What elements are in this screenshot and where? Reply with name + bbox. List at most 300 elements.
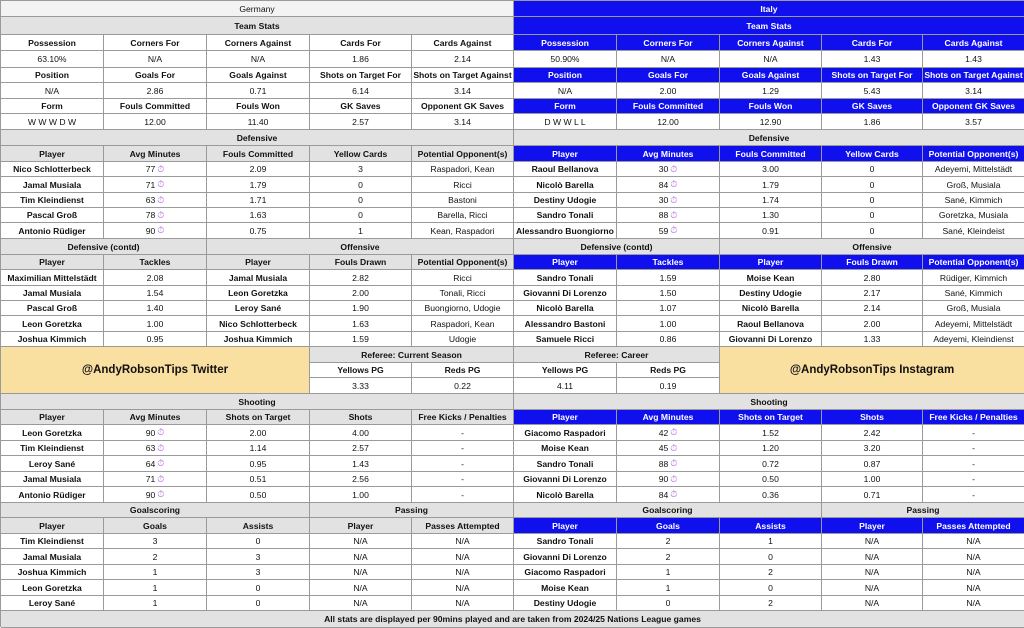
germany-offensive-cell: Ricci — [412, 270, 514, 286]
germany-shooting-header: Avg Minutes — [104, 410, 207, 425]
germany-shooting-cell: Leon Goretzka — [1, 425, 104, 441]
italy-shooting-header: Avg Minutes — [617, 410, 720, 425]
italy-stat-label: Goals Against — [720, 68, 822, 83]
germany-passing-cell: N/A — [412, 534, 514, 549]
italy-defensive-cell: Sandro Tonali — [514, 208, 617, 223]
italy-defensive-header: Yellow Cards — [822, 146, 923, 162]
minutes-value: 71 — [145, 474, 156, 484]
germany-stat-label: Corners Against — [207, 35, 310, 51]
minutes-value: 84 — [658, 489, 669, 500]
italy-passing-cell: N/A — [822, 565, 923, 580]
germany-stat-label: Shots on Target For — [310, 68, 412, 83]
minutes-value: 64 — [145, 458, 156, 469]
stopwatch-icon: ⏱ — [157, 225, 165, 235]
italy-defensive-cell: 1.79 — [720, 177, 822, 193]
minutes-value: 90 — [145, 427, 156, 438]
germany-defensive-cell: 0 — [310, 177, 412, 193]
italy-offensive-cell: 2.14 — [822, 301, 923, 316]
italy-offensive-cell: 2.17 — [822, 286, 923, 301]
germany-def-contd-cell: 0.95 — [104, 332, 207, 347]
referee-reds-header: Reds PG — [617, 363, 720, 378]
germany-defensive-cell — [104, 223, 207, 239]
germany-shooting-cell — [104, 487, 207, 503]
germany-defensive-header: Fouls Committed — [207, 146, 310, 162]
germany-shooting-cell: 0.50 — [207, 487, 310, 503]
germany-defensive-cell: Nico Schlotterbeck — [1, 162, 104, 177]
germany-shooting-cell: 1.43 — [310, 456, 412, 472]
minutes-value: 63 — [145, 195, 156, 205]
germany-defensive-cell: Kean, Raspadori — [412, 223, 514, 239]
germany-defensive-header: Potential Opponent(s) — [412, 146, 514, 162]
italy-stat-label: Fouls Committed — [617, 99, 720, 114]
germany-stat-value: 3.14 — [412, 83, 514, 99]
italy-shooting-cell: Nicolò Barella — [514, 487, 617, 503]
italy-shooting-cell: 0.36 — [720, 487, 822, 503]
germany-goalscoring-cell: 3 — [104, 534, 207, 549]
italy-offensive-cell: Groß, Musiala — [923, 301, 1024, 316]
italy-shooting-cell: Moise Kean — [514, 441, 617, 456]
germany-defensive-header: Avg Minutes — [104, 146, 207, 162]
minutes-value: 90 — [658, 474, 669, 484]
germany-stat-label: GK Saves — [310, 99, 412, 114]
germany-offensive-cell: 1.90 — [310, 301, 412, 316]
germany-shooting-cell — [104, 441, 207, 456]
italy-goalscoring-cell: Giacomo Raspadori — [514, 565, 617, 580]
referee-career-reds: 0.19 — [617, 378, 720, 394]
italy-shooting-cell: 0.87 — [822, 456, 923, 472]
italy-stat-label: Shots on Target For — [822, 68, 923, 83]
italy-offensive-cell: Giovanni Di Lorenzo — [720, 332, 822, 347]
germany-shooting-cell: 2.00 — [207, 425, 310, 441]
italy-offensive-cell: Destiny Udogie — [720, 286, 822, 301]
italy-shooting-cell: 1.20 — [720, 441, 822, 456]
germany-offensive-cell: Jamal Musiala — [207, 270, 310, 286]
germany-stat-value: 2.86 — [104, 83, 207, 99]
italy-shooting-cell: - — [923, 472, 1024, 487]
germany-shooting-cell: - — [412, 472, 514, 487]
italy-def-contd-header: Player — [514, 255, 617, 270]
italy-team-stats-title: Team Stats — [514, 17, 1024, 35]
italy-offensive-cell: 2.00 — [822, 316, 923, 332]
italy-stat-value: N/A — [514, 83, 617, 99]
italy-stat-label: Possession — [514, 35, 617, 51]
italy-offensive-header: Potential Opponent(s) — [923, 255, 1024, 270]
italy-defensive-cell — [617, 223, 720, 239]
italy-stat-label: Corners For — [617, 35, 720, 51]
italy-def-contd-cell: 1.50 — [617, 286, 720, 301]
italy-stat-label: Goals For — [617, 68, 720, 83]
germany-stat-label: Form — [1, 99, 104, 114]
germany-offensive-cell: Leroy Sané — [207, 301, 310, 316]
germany-team-stats-title: Team Stats — [1, 17, 514, 35]
stopwatch-icon: ⏱ — [157, 473, 165, 484]
italy-defensive-cell — [617, 177, 720, 193]
germany-goalscoring-cell: 0 — [207, 534, 310, 549]
italy-stat-value: D W W L L — [514, 114, 617, 130]
referee-yellows-header: Yellows PG — [310, 363, 412, 378]
germany-passing-cell: N/A — [412, 549, 514, 565]
germany-def-contd-cell: 2.08 — [104, 270, 207, 286]
germany-defensive-cell: Ricci — [412, 177, 514, 193]
italy-offensive-cell: Raoul Bellanova — [720, 316, 822, 332]
referee-current-yellows: 3.33 — [310, 378, 412, 394]
germany-passing-cell: N/A — [310, 565, 412, 580]
italy-shooting-cell: - — [923, 441, 1024, 456]
referee-current-title: Referee: Current Season — [310, 347, 514, 363]
italy-passing-cell: N/A — [923, 565, 1024, 580]
italy-passing-cell: N/A — [822, 596, 923, 611]
italy-shooting-cell: 0.71 — [822, 487, 923, 503]
germany-stat-value: 2.57 — [310, 114, 412, 130]
italy-passing-cell: N/A — [822, 580, 923, 596]
italy-stat-value: 5.43 — [822, 83, 923, 99]
germany-stat-label: Position — [1, 68, 104, 83]
germany-shooting-cell — [104, 425, 207, 441]
italy-stat-value: 1.43 — [822, 51, 923, 68]
germany-stat-value: N/A — [207, 51, 310, 68]
germany-shooting-cell: Tim Kleindienst — [1, 441, 104, 456]
germany-shooting-cell: Antonio Rüdiger — [1, 487, 104, 503]
italy-goalscoring-cell: 2 — [617, 534, 720, 549]
italy-goalscoring-cell: Sandro Tonali — [514, 534, 617, 549]
italy-def-contd-cell: Nicolò Barella — [514, 301, 617, 316]
germany-goalscoring-cell: 0 — [207, 580, 310, 596]
italy-goalscoring-cell: 1 — [617, 565, 720, 580]
italy-goalscoring-cell: Giovanni Di Lorenzo — [514, 549, 617, 565]
germany-defensive-title: Defensive — [1, 130, 514, 146]
italy-stat-value: N/A — [720, 51, 822, 68]
germany-defensive-cell: Tim Kleindienst — [1, 193, 104, 208]
germany-stat-value: 1.86 — [310, 51, 412, 68]
germany-stat-value: N/A — [104, 51, 207, 68]
germany-defensive-cell: Pascal Groß — [1, 208, 104, 223]
minutes-value: 30 — [658, 164, 669, 174]
italy-defensive-cell: Raoul Bellanova — [514, 162, 617, 177]
germany-offensive-cell: Udogie — [412, 332, 514, 347]
stopwatch-icon: ⏱ — [670, 473, 678, 484]
germany-offensive-cell: Nico Schlotterbeck — [207, 316, 310, 332]
italy-shooting-header: Free Kicks / Penalties — [923, 410, 1024, 425]
italy-passing-cell: N/A — [822, 534, 923, 549]
italy-offensive-header: Player — [720, 255, 822, 270]
germany-goalscoring-cell: 1 — [104, 565, 207, 580]
germany-stat-value: N/A — [1, 83, 104, 99]
germany-def-contd-cell: Leon Goretzka — [1, 316, 104, 332]
minutes-value: 30 — [658, 195, 669, 205]
germany-goalscoring-title: Goalscoring — [1, 503, 310, 518]
italy-stat-label: Fouls Won — [720, 99, 822, 114]
germany-stat-label: Goals For — [104, 68, 207, 83]
italy-stat-value: 3.57 — [923, 114, 1024, 130]
italy-stat-label: GK Saves — [822, 99, 923, 114]
twitter-promo: @AndyRobsonTips Twitter — [1, 347, 310, 394]
italy-defensive-cell: Destiny Udogie — [514, 193, 617, 208]
italy-offensive-cell: Adeyemi, Kleindienst — [923, 332, 1024, 347]
stopwatch-icon: ⏱ — [670, 442, 678, 453]
germany-passing-cell: N/A — [412, 596, 514, 611]
italy-passing-cell: N/A — [822, 549, 923, 565]
italy-stat-value: N/A — [617, 51, 720, 68]
instagram-promo: @AndyRobsonTips Instagram — [720, 347, 1024, 394]
germany-shooting-cell: - — [412, 441, 514, 456]
italy-defensive-header: Player — [514, 146, 617, 162]
minutes-value: 71 — [145, 179, 156, 190]
italy-stat-value: 1.43 — [923, 51, 1024, 68]
italy-shooting-cell: Sandro Tonali — [514, 456, 617, 472]
stopwatch-icon: ⏱ — [670, 209, 678, 220]
germany-passing-header: Player — [310, 518, 412, 534]
italy-passing-cell: N/A — [923, 549, 1024, 565]
germany-def-contd-title: Defensive (contd) — [1, 239, 207, 255]
italy-passing-cell: N/A — [923, 596, 1024, 611]
italy-passing-header: Player — [822, 518, 923, 534]
italy-shooting-cell: Giovanni Di Lorenzo — [514, 472, 617, 487]
germany-goalscoring-cell: Leon Goretzka — [1, 580, 104, 596]
germany-shooting-cell — [104, 456, 207, 472]
italy-shooting-cell: - — [923, 425, 1024, 441]
italy-passing-cell: N/A — [923, 534, 1024, 549]
germany-stat-label: Goals Against — [207, 68, 310, 83]
italy-stat-value: 12.90 — [720, 114, 822, 130]
germany-goalscoring-cell: 1 — [104, 580, 207, 596]
italy-stat-label: Opponent GK Saves — [923, 99, 1024, 114]
italy-defensive-cell: 3.00 — [720, 162, 822, 177]
germany-goalscoring-header: Player — [1, 518, 104, 534]
italy-goalscoring-header: Assists — [720, 518, 822, 534]
germany-goalscoring-cell: Jamal Musiala — [1, 549, 104, 565]
germany-passing-cell: N/A — [310, 580, 412, 596]
germany-defensive-cell: Antonio Rüdiger — [1, 223, 104, 239]
germany-shooting-cell: 2.56 — [310, 472, 412, 487]
italy-shooting-cell: 3.20 — [822, 441, 923, 456]
germany-defensive-cell: 2.09 — [207, 162, 310, 177]
germany-shooting-header: Free Kicks / Penalties — [412, 410, 514, 425]
referee-yellows-header: Yellows PG — [514, 363, 617, 378]
minutes-value: 63 — [145, 443, 156, 453]
italy-def-contd-title: Defensive (contd) — [514, 239, 720, 255]
italy-shooting-cell — [617, 456, 720, 472]
germany-offensive-cell: 2.82 — [310, 270, 412, 286]
germany-passing-cell: N/A — [310, 549, 412, 565]
germany-shooting-cell: - — [412, 487, 514, 503]
italy-shooting-title: Shooting — [514, 394, 1024, 410]
stopwatch-icon: ⏱ — [670, 458, 678, 468]
italy-stat-label: Shots on Target Against — [923, 68, 1024, 83]
germany-def-contd-header: Tackles — [104, 255, 207, 270]
germany-offensive-header: Player — [207, 255, 310, 270]
germany-defensive-cell: 1.79 — [207, 177, 310, 193]
germany-defensive-cell: 1.63 — [207, 208, 310, 223]
germany-goalscoring-cell: 1 — [104, 596, 207, 611]
italy-def-contd-cell: 1.07 — [617, 301, 720, 316]
italy-stat-value: 2.00 — [617, 83, 720, 99]
stopwatch-icon: ⏱ — [670, 179, 678, 189]
stopwatch-icon: ⏱ — [157, 194, 165, 205]
italy-defensive-cell: 0 — [822, 177, 923, 193]
italy-offensive-cell: Nicolò Barella — [720, 301, 822, 316]
italy-goalscoring-cell: Destiny Udogie — [514, 596, 617, 611]
germany-defensive-cell: Barella, Ricci — [412, 208, 514, 223]
italy-defensive-cell: 0 — [822, 208, 923, 223]
germany-defensive-cell — [104, 208, 207, 223]
germany-def-contd-cell: 1.00 — [104, 316, 207, 332]
germany-def-contd-cell: 1.54 — [104, 286, 207, 301]
italy-defensive-header: Fouls Committed — [720, 146, 822, 162]
italy-def-contd-header: Tackles — [617, 255, 720, 270]
germany-def-contd-cell: Jamal Musiala — [1, 286, 104, 301]
germany-goalscoring-header: Assists — [207, 518, 310, 534]
germany-offensive-cell: Tonali, Ricci — [412, 286, 514, 301]
germany-defensive-cell — [104, 193, 207, 208]
italy-stat-value: 1.29 — [720, 83, 822, 99]
italy-shooting-cell — [617, 487, 720, 503]
stopwatch-icon: ⏱ — [670, 225, 678, 235]
italy-defensive-cell: Adeyemi, Mittelstädt — [923, 162, 1024, 177]
germany-shooting-cell: 2.57 — [310, 441, 412, 456]
stopwatch-icon: ⏱ — [157, 179, 165, 189]
germany-shooting-header: Shots on Target — [207, 410, 310, 425]
italy-defensive-cell: 1.74 — [720, 193, 822, 208]
stopwatch-icon: ⏱ — [670, 427, 678, 437]
minutes-value: 42 — [658, 427, 669, 438]
germany-stat-value: 63.10% — [1, 51, 104, 68]
germany-defensive-cell: Bastoni — [412, 193, 514, 208]
germany-shooting-cell: 1.00 — [310, 487, 412, 503]
minutes-value: 88 — [658, 210, 669, 220]
germany-defensive-cell: 0.75 — [207, 223, 310, 239]
germany-defensive-cell: 0 — [310, 193, 412, 208]
stopwatch-icon: ⏱ — [670, 163, 678, 174]
minutes-value: 77 — [145, 164, 156, 174]
germany-title: Germany — [1, 1, 514, 17]
germany-stat-label: Possession — [1, 35, 104, 51]
germany-stat-value: 3.14 — [412, 114, 514, 130]
germany-stat-value: 0.71 — [207, 83, 310, 99]
germany-goalscoring-cell: 0 — [207, 596, 310, 611]
germany-defensive-cell: 1 — [310, 223, 412, 239]
italy-def-contd-cell: Giovanni Di Lorenzo — [514, 286, 617, 301]
minutes-value: 78 — [145, 210, 156, 220]
germany-stat-label: Cards For — [310, 35, 412, 51]
italy-defensive-cell — [617, 193, 720, 208]
germany-stat-value: 12.00 — [104, 114, 207, 130]
italy-shooting-cell: - — [923, 487, 1024, 503]
germany-offensive-cell: 1.59 — [310, 332, 412, 347]
germany-defensive-header: Yellow Cards — [310, 146, 412, 162]
germany-def-contd-cell: Pascal Groß — [1, 301, 104, 316]
italy-defensive-cell: 0 — [822, 193, 923, 208]
germany-offensive-title: Offensive — [207, 239, 514, 255]
italy-shooting-header: Shots — [822, 410, 923, 425]
germany-goalscoring-cell: Tim Kleindienst — [1, 534, 104, 549]
italy-defensive-cell: 0 — [822, 162, 923, 177]
italy-defensive-title: Defensive — [514, 130, 1024, 146]
italy-stat-label: Cards Against — [923, 35, 1024, 51]
italy-shooting-cell: Giacomo Raspadori — [514, 425, 617, 441]
minutes-value: 84 — [658, 179, 669, 190]
italy-passing-title: Passing — [822, 503, 1024, 518]
germany-passing-cell: N/A — [310, 534, 412, 549]
footer-note: All stats are displayed per 90mins played and are taken from 2024/25 Nations League games — [1, 611, 1024, 628]
italy-defensive-header: Avg Minutes — [617, 146, 720, 162]
stopwatch-icon: ⏱ — [157, 163, 165, 174]
germany-stat-label: Cards Against — [412, 35, 514, 51]
italy-goalscoring-cell: Moise Kean — [514, 580, 617, 596]
italy-goalscoring-cell: 0 — [720, 549, 822, 565]
germany-passing-cell: N/A — [412, 565, 514, 580]
italy-goalscoring-cell: 2 — [617, 549, 720, 565]
italy-offensive-cell: 1.33 — [822, 332, 923, 347]
italy-defensive-cell: 0 — [822, 223, 923, 239]
italy-goalscoring-cell: 1 — [720, 534, 822, 549]
italy-offensive-cell: Sané, Kimmich — [923, 286, 1024, 301]
germany-passing-cell: N/A — [310, 596, 412, 611]
germany-stat-value: 11.40 — [207, 114, 310, 130]
italy-defensive-cell: Alessandro Buongiorno — [514, 223, 617, 239]
minutes-value: 88 — [658, 458, 669, 469]
italy-offensive-cell: Moise Kean — [720, 270, 822, 286]
germany-shooting-cell: 1.14 — [207, 441, 310, 456]
minutes-value: 90 — [145, 225, 156, 236]
italy-shooting-cell: 0.50 — [720, 472, 822, 487]
italy-defensive-cell: Groß, Musiala — [923, 177, 1024, 193]
referee-current-reds: 0.22 — [412, 378, 514, 394]
germany-defensive-header: Player — [1, 146, 104, 162]
stopwatch-icon: ⏱ — [670, 489, 678, 499]
stopwatch-icon: ⏱ — [157, 458, 165, 468]
minutes-value: 59 — [658, 225, 669, 236]
germany-shooting-cell — [104, 472, 207, 487]
italy-stat-value: 50.90% — [514, 51, 617, 68]
stopwatch-icon: ⏱ — [157, 489, 165, 499]
germany-shooting-header: Shots — [310, 410, 412, 425]
germany-stat-label: Shots on Target Against — [412, 68, 514, 83]
italy-defensive-cell: 1.30 — [720, 208, 822, 223]
germany-def-contd-cell: 1.40 — [104, 301, 207, 316]
italy-offensive-cell: Rüdiger, Kimmich — [923, 270, 1024, 286]
germany-goalscoring-cell: 3 — [207, 565, 310, 580]
germany-defensive-cell — [104, 177, 207, 193]
italy-def-contd-cell: Samuele Ricci — [514, 332, 617, 347]
italy-shooting-cell: 0.72 — [720, 456, 822, 472]
italy-goalscoring-cell: 0 — [617, 596, 720, 611]
italy-goalscoring-cell: 1 — [617, 580, 720, 596]
italy-shooting-cell: 1.52 — [720, 425, 822, 441]
minutes-value: 90 — [145, 489, 156, 500]
germany-defensive-cell — [104, 162, 207, 177]
italy-offensive-header: Fouls Drawn — [822, 255, 923, 270]
germany-goalscoring-cell: 2 — [104, 549, 207, 565]
italy-shooting-cell — [617, 472, 720, 487]
italy-stat-label: Cards For — [822, 35, 923, 51]
italy-defensive-cell: Sané, Kimmich — [923, 193, 1024, 208]
italy-defensive-cell: 0.91 — [720, 223, 822, 239]
italy-stat-value: 1.86 — [822, 114, 923, 130]
referee-reds-header: Reds PG — [412, 363, 514, 378]
italy-stat-value: 3.14 — [923, 83, 1024, 99]
italy-offensive-title: Offensive — [720, 239, 1024, 255]
italy-goalscoring-cell: 2 — [720, 565, 822, 580]
germany-offensive-cell: 1.63 — [310, 316, 412, 332]
germany-shooting-title: Shooting — [1, 394, 514, 410]
italy-goalscoring-title: Goalscoring — [514, 503, 822, 518]
germany-def-contd-header: Player — [1, 255, 104, 270]
germany-shooting-cell: - — [412, 456, 514, 472]
germany-shooting-cell: - — [412, 425, 514, 441]
germany-shooting-cell: Jamal Musiala — [1, 472, 104, 487]
italy-goalscoring-header: Player — [514, 518, 617, 534]
italy-shooting-cell: 2.42 — [822, 425, 923, 441]
